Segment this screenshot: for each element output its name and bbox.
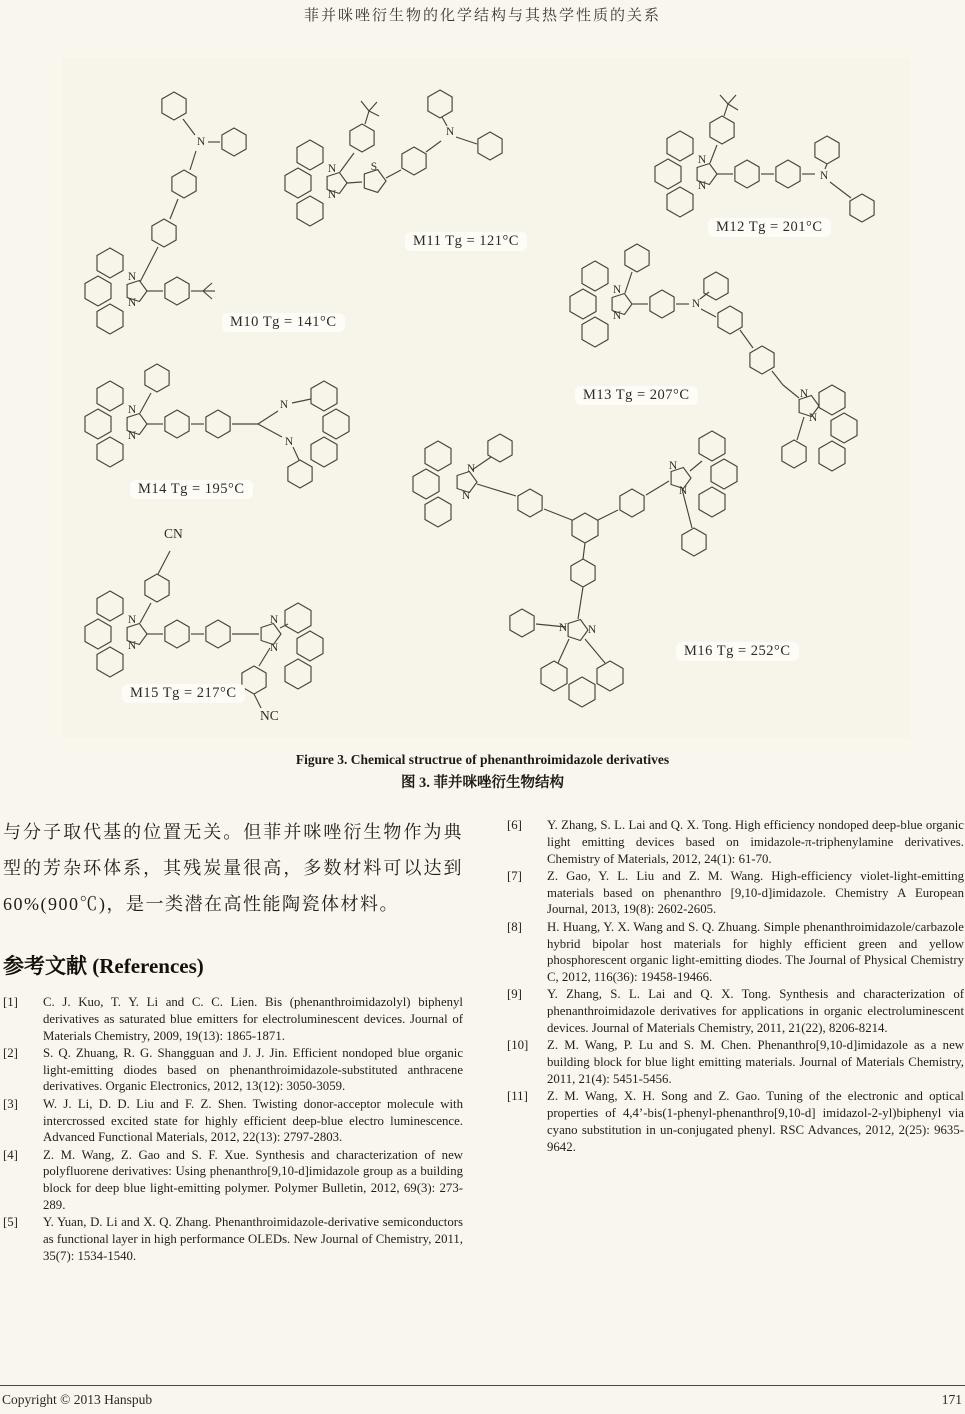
svg-text:N: N (799, 388, 809, 400)
reference-text: Z. M. Wang, Z. Gao and S. F. Xue. Synthesis and characterization of new polyfluorene derivatives: Using phenanthro[9,10-d]imidazole group as a building block for deep blue light-emitting polymer. Polymer Bulletin, 2012, 69(3): 273-289. (43, 1147, 463, 1213)
reference-text: Y. Yuan, D. Li and X. Q. Zhang. Phenanthroimidazole-derivative semiconductors as functional layer in high performance OLEDs. New Journal of Chemistry, 2011, 35(7): 1534-1540. (43, 1215, 463, 1263)
reference-item (507, 919, 964, 986)
svg-text:N: N (691, 298, 701, 310)
reference-text: Z. Gao, Y. L. Liu and Z. M. Wang. High-efficiency violet-light-emitting materials based on phenanthro [9,10-d]imidazole. Chemistry A European Journal, 2013, 19(8): 2602-2605. (547, 868, 964, 917)
molecule-m11 (285, 90, 502, 226)
reference-text: C. J. Kuo, T. Y. Li and C. C. Lien. Bis (phenanthroimidazolyl) biphenyl derivatives as saturated blue emitters for electroluminescent devices. Journal of Materials Chemistry, 2009, 19(13): 1865-1871. (43, 995, 463, 1043)
reference-item (507, 1088, 964, 1155)
molecule-label-m10: M10 Tg = 141°C (222, 313, 345, 332)
svg-text:N: N (127, 640, 137, 652)
figure-caption-zh: 图 3. 菲并咪唑衍生物结构 (400, 775, 565, 791)
svg-text:N: N (196, 136, 206, 148)
molecule-m10 (85, 92, 246, 334)
reference-number: [3] (3, 1096, 18, 1111)
footer-page-number: 171 (941, 1392, 962, 1407)
reference-number: [7] (507, 868, 522, 883)
reference-text: Y. Zhang, S. L. Lai and Q. X. Tong. High efficiency nondoped deep-blue organic light emitting devices based on imidazole-π-triphenylamine derivatives. Chemistry of Materials, 2012, 24(1): 61-70. (547, 818, 964, 866)
reference-item (3, 1147, 463, 1214)
svg-text:N: N (558, 622, 568, 634)
substituent-label-cn: CN (164, 526, 183, 541)
reference-number: [11] (507, 1089, 528, 1104)
reference-number: [2] (3, 1045, 18, 1060)
reference-text: H. Huang, Y. X. Wang and S. Q. Zhuang. Simple phenanthroimidazole/carbazole hybrid bipolar host materials for highly efficient green and yellow phosphorescent organic light-emitting diodes. The Journal of Physical Chemistry C, 2012, 116(36): 19458-19466. (547, 919, 964, 985)
molecule-m16 (413, 431, 737, 707)
svg-text:N: N (279, 399, 289, 411)
reference-text: S. Q. Zhuang, R. G. Shangguan and J. J. Jin. Efficient nondoped blue organic light-emitting diodes based on phenanthroimidazole-substituted anthracene derivatives. Organic Electronics, 2012, 13(12): 3050-3059. (43, 1045, 463, 1094)
reference-item (3, 1045, 463, 1095)
svg-text:N: N (587, 624, 597, 636)
svg-text:N: N (327, 163, 337, 175)
reference-number: [6] (507, 818, 522, 832)
reference-number: [4] (3, 1147, 18, 1162)
svg-text:N: N (612, 310, 622, 322)
reference-item (507, 868, 964, 918)
right-column (507, 817, 964, 1156)
svg-text:N: N (612, 284, 622, 296)
reference-number: [10] (507, 1038, 529, 1053)
svg-text:N: N (461, 490, 471, 502)
references-list-right (507, 817, 964, 1155)
molecule-label-m16: M16 Tg = 252°C (676, 642, 799, 661)
reference-item (3, 994, 463, 1044)
figure-caption-en: Figure 3. Chemical structrue of phenanthroimidazole derivatives (295, 752, 670, 767)
molecule-label-m14: M14 Tg = 195°C (130, 480, 253, 499)
figure-canvas (62, 58, 910, 738)
molecule-m13 (570, 244, 857, 471)
references-heading: 参考文献 (References) (3, 954, 204, 978)
svg-text:S: S (370, 161, 378, 173)
body-paragraph: 与分子取代基的位置无关。但菲并咪唑衍生物作为典型的芳杂环体系，其残炭量很高，多数材料可以达到60%(900℃)，是一类潜在高性能陶瓷体材料。 (3, 822, 463, 914)
reference-text: W. J. Li, D. D. Liu and F. Z. Shen. Twisting donor-acceptor molecule with intercrossed excited state for highly efficient deep-blue electro luminescence. Advanced Functional Materials, 2012, 22(13): 2797-2803. (43, 1096, 463, 1145)
molecule-label-m15: M15 Tg = 217°C (122, 684, 245, 703)
svg-text:N: N (808, 412, 818, 424)
reference-text: Z. M. Wang, X. H. Song and Z. Gao. Tuning of the electronic and optical properties of 4,4’-bis(1-phenyl-phenanthro[9,10-d] imidazol-2-yl)biphenyl via cyano substitution in un-conjugated phenyl. RSC Advances, 2012, 2(25): 9635-9642. (547, 1089, 964, 1154)
footer-rule (0, 1385, 965, 1386)
molecule-label-m11: M11 Tg = 121°C (405, 232, 527, 251)
footer-copyright: Copyright © 2013 Hanspub (2, 1392, 153, 1407)
molecule-m14 (85, 364, 349, 488)
reference-number: [8] (507, 919, 522, 934)
svg-text:N: N (127, 271, 137, 283)
svg-text:N: N (327, 189, 337, 201)
reference-item (507, 1037, 964, 1087)
substituent-label-nc: NC (260, 708, 279, 723)
svg-text:N: N (269, 614, 279, 626)
left-column (3, 814, 463, 1265)
reference-number: [5] (3, 1215, 18, 1230)
references-list-left (3, 994, 463, 1265)
svg-text:N: N (127, 430, 137, 442)
figure-caption (0, 752, 965, 792)
svg-text:N: N (284, 436, 294, 448)
molecule-m12 (655, 95, 874, 222)
reference-item (507, 986, 964, 1036)
svg-text:N: N (678, 485, 688, 497)
reference-item (507, 817, 964, 867)
svg-text:N: N (445, 126, 455, 138)
reference-number: [9] (507, 987, 522, 1002)
svg-text:N: N (127, 614, 137, 626)
reference-item (3, 1214, 463, 1264)
svg-text:N: N (127, 297, 137, 309)
figure-3 (62, 58, 910, 738)
svg-text:N: N (466, 463, 476, 475)
molecule-label-m13: M13 Tg = 207°C (575, 386, 698, 405)
svg-text:N: N (269, 642, 279, 654)
reference-text: Y. Zhang, S. L. Lai and Q. X. Tong. Synthesis and characterization of phenanthroimidazole derivatives for applications in organic electroluminescent devices. Journal of Materials Chemistry, 2011, 21(22), 8206-8214. (547, 987, 964, 1036)
svg-text:N: N (127, 404, 137, 416)
svg-text:N: N (668, 460, 678, 472)
page-header-title: 菲并咪唑衍生物的化学结构与其热学性质的关系 (303, 8, 661, 24)
reference-number: [1] (3, 995, 18, 1009)
svg-text:N: N (819, 170, 829, 182)
svg-text:N: N (697, 154, 707, 166)
molecule-label-m12: M12 Tg = 201°C (708, 218, 831, 237)
svg-text:N: N (697, 180, 707, 192)
reference-text: Z. M. Wang, P. Lu and S. M. Chen. Phenanthro[9,10-d]imidazole as a new building block for blue light emitting materials. Journal of Materials Chemistry, 2011, 21(4): 5451-5456. (547, 1038, 964, 1086)
reference-item (3, 1096, 463, 1146)
